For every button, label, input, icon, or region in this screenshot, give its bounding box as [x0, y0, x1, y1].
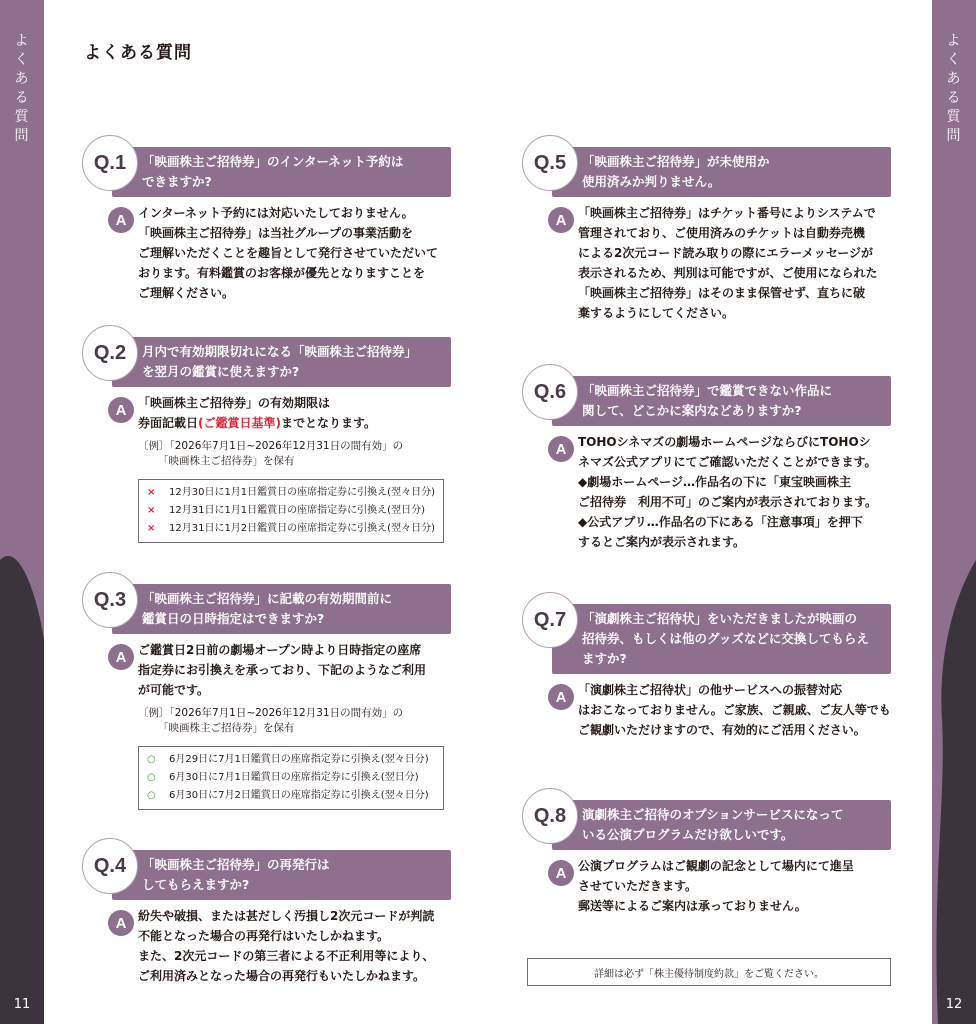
decorative-silhouette [932, 0, 976, 1024]
qa-item-5 [522, 135, 892, 323]
answer-text: TOHOシネマズの劇場ホームページならびにTOHOシ ネマズ公式アプリにてご確認いただくことができます。 ◆劇場ホームページ…作品名の下に「東宝映画株主 ご招待券 利用不可」のご案内が表示されております。 ◆公式アプリ…作品名の下にある「注意事項」を押下 するとご案内が表示されます。 [578, 435, 878, 549]
list-item: ○ 6月30日に7月2日鑑賞日の座席指定券に引換え(翌々日分) [147, 787, 435, 805]
right-sidebar [932, 0, 976, 1024]
highlight-text: (ご鑑賞日基準) [198, 416, 281, 430]
circle-icon: ○ [147, 790, 156, 801]
list-item: ○ 6月29日に7月1日鑑賞日の座席指定券に引換え(翌々日分) [147, 751, 435, 769]
example-box [138, 479, 444, 543]
list-item: × 12月31日に1月1日鑑賞日の座席指定券に引換え(翌日分) [147, 502, 435, 520]
qa-item-7 [522, 592, 892, 740]
answer-badge: A [548, 207, 574, 233]
question-text: 「映画株主ご招待券」に記載の有効期間前に 鑑賞日の日時指定はできますか? [112, 584, 451, 634]
page-title: よくある質問 [84, 43, 192, 63]
answer-badge: A [108, 644, 134, 670]
answer-badge: A [548, 684, 574, 710]
page-number-left: 11 [13, 997, 31, 1012]
example-caption: 〔例〕「2026年7月1日~2026年12月31日の間有効」の 「映画株主ご招待券」を保有 [138, 707, 404, 734]
question-number-badge: Q.5 [522, 135, 578, 191]
answer-text: 「映画株主ご招待券」の有効期限は 券面記載日(ご鑑賞日基準)までとなります。 [138, 396, 377, 430]
answer-badge: A [108, 397, 134, 423]
circle-icon: ○ [147, 754, 156, 765]
cross-icon: × [147, 505, 156, 516]
list-item: × 12月30日に1月1日鑑賞日の座席指定券に引換え(翌々日分) [147, 484, 435, 502]
sidebar-vertical-title: よ く あ る 質 問 [946, 33, 962, 144]
circle-icon: ○ [147, 772, 156, 783]
qa-item-2 [82, 325, 452, 543]
answer-text: ご鑑賞日2日前の劇場オープン時より日時指定の座席 指定券にお引換えを承っており、下記のようなご利用 が可能です。 [138, 643, 427, 697]
question-number-badge: Q.6 [522, 364, 578, 420]
question-text: 「映画株主ご招待券」で鑑賞できない作品に 関して、どこかに案内などありますか? [552, 376, 891, 426]
answer-text: インターネット予約には対応いたしておりません。 「映画株主ご招待券」は当社グループの事業活動を ご理解いただくことを趣旨として発行させていただいて おります。有料鑑賞のお客様が優先となりますことを ご理解ください。 [138, 206, 439, 300]
qa-item-3 [82, 572, 452, 810]
page-number-right: 12 [945, 997, 963, 1012]
footer-note: 詳細は必ず「株主優待制度約款」をご覧ください。 [527, 958, 891, 986]
example-box [138, 746, 444, 810]
cross-icon: × [147, 523, 156, 534]
question-number-badge: Q.7 [522, 592, 578, 648]
answer-badge: A [548, 436, 574, 462]
answer-text: 公演プログラムはご観劇の記念として場内にて進呈 させていただきます。 郵送等によるご案内は承っておりません。 [578, 859, 854, 913]
question-text: 「映画株主ご招待券」が未使用か 使用済みか判りません。 [552, 147, 891, 197]
question-text: 「映画株主ご招待券」の再発行は してもらえますか? [112, 850, 451, 900]
list-item: × 12月31日に1月2日鑑賞日の座席指定券に引換え(翌々日分) [147, 520, 435, 538]
sidebar-vertical-title: よ く あ る 質 問 [14, 33, 30, 144]
question-text: 演劇株主ご招待のオプションサービスになって いる公演プログラムだけ欲しいです。 [552, 800, 891, 850]
answer-text: 紛失や破損、または甚だしく汚損し2次元コードが判読 不能となった場合の再発行はいたしかねます。 また、2次元コードの第三者による不正利用等により、 ご利用済みとなった場合の再発行もいたしかねます。 [138, 909, 435, 983]
example-caption: 〔例〕「2026年7月1日~2026年12月31日の間有効」の 「映画株主ご招待券」を保有 [138, 440, 404, 467]
question-number-badge: Q.3 [82, 572, 138, 628]
answer-text: 「映画株主ご招待券」はチケット番号によりシステムで 管理されており、ご使用済みのチケットは自動券売機 による2次元コード読み取りの際にエラーメッセージが 表示されるため、判別は可能ですが、ご使用になられた 「映画株主ご招待券」はそのまま保管せず、直ちに破 棄するようにしてください。 [578, 206, 878, 320]
decorative-silhouette [0, 0, 44, 1024]
question-number-badge: Q.4 [82, 838, 138, 894]
question-text: 月内で有効期限切れになる「映画株主ご招待券」 を翌月の鑑賞に使えますか? [112, 337, 451, 387]
qa-item-6 [522, 364, 892, 552]
cross-icon: × [147, 487, 156, 498]
qa-item-4 [82, 838, 452, 986]
answer-text: 「演劇株主ご招待状」の他サービスへの振替対応 はおこなっておりません。ご家族、ご親戚、ご友人等でも ご観劇いただけますので、有効的にご活用ください。 [578, 683, 891, 737]
question-text: 「演劇株主ご招待状」をいただきましたが映画の 招待券、もしくは他のグッズなどに交換してもらえ ますか? [552, 604, 891, 674]
answer-badge: A [108, 207, 134, 233]
qa-item-8 [522, 788, 892, 916]
answer-badge: A [548, 860, 574, 886]
question-text: 「映画株主ご招待券」のインターネット予約は できますか? [112, 147, 451, 197]
question-number-badge: Q.1 [82, 135, 138, 191]
question-number-badge: Q.2 [82, 325, 138, 381]
list-item: ○ 6月30日に7月1日鑑賞日の座席指定券に引換え(翌日分) [147, 769, 435, 787]
answer-badge: A [108, 910, 134, 936]
question-number-badge: Q.8 [522, 788, 578, 844]
left-sidebar [0, 0, 44, 1024]
qa-item-1 [82, 135, 452, 303]
